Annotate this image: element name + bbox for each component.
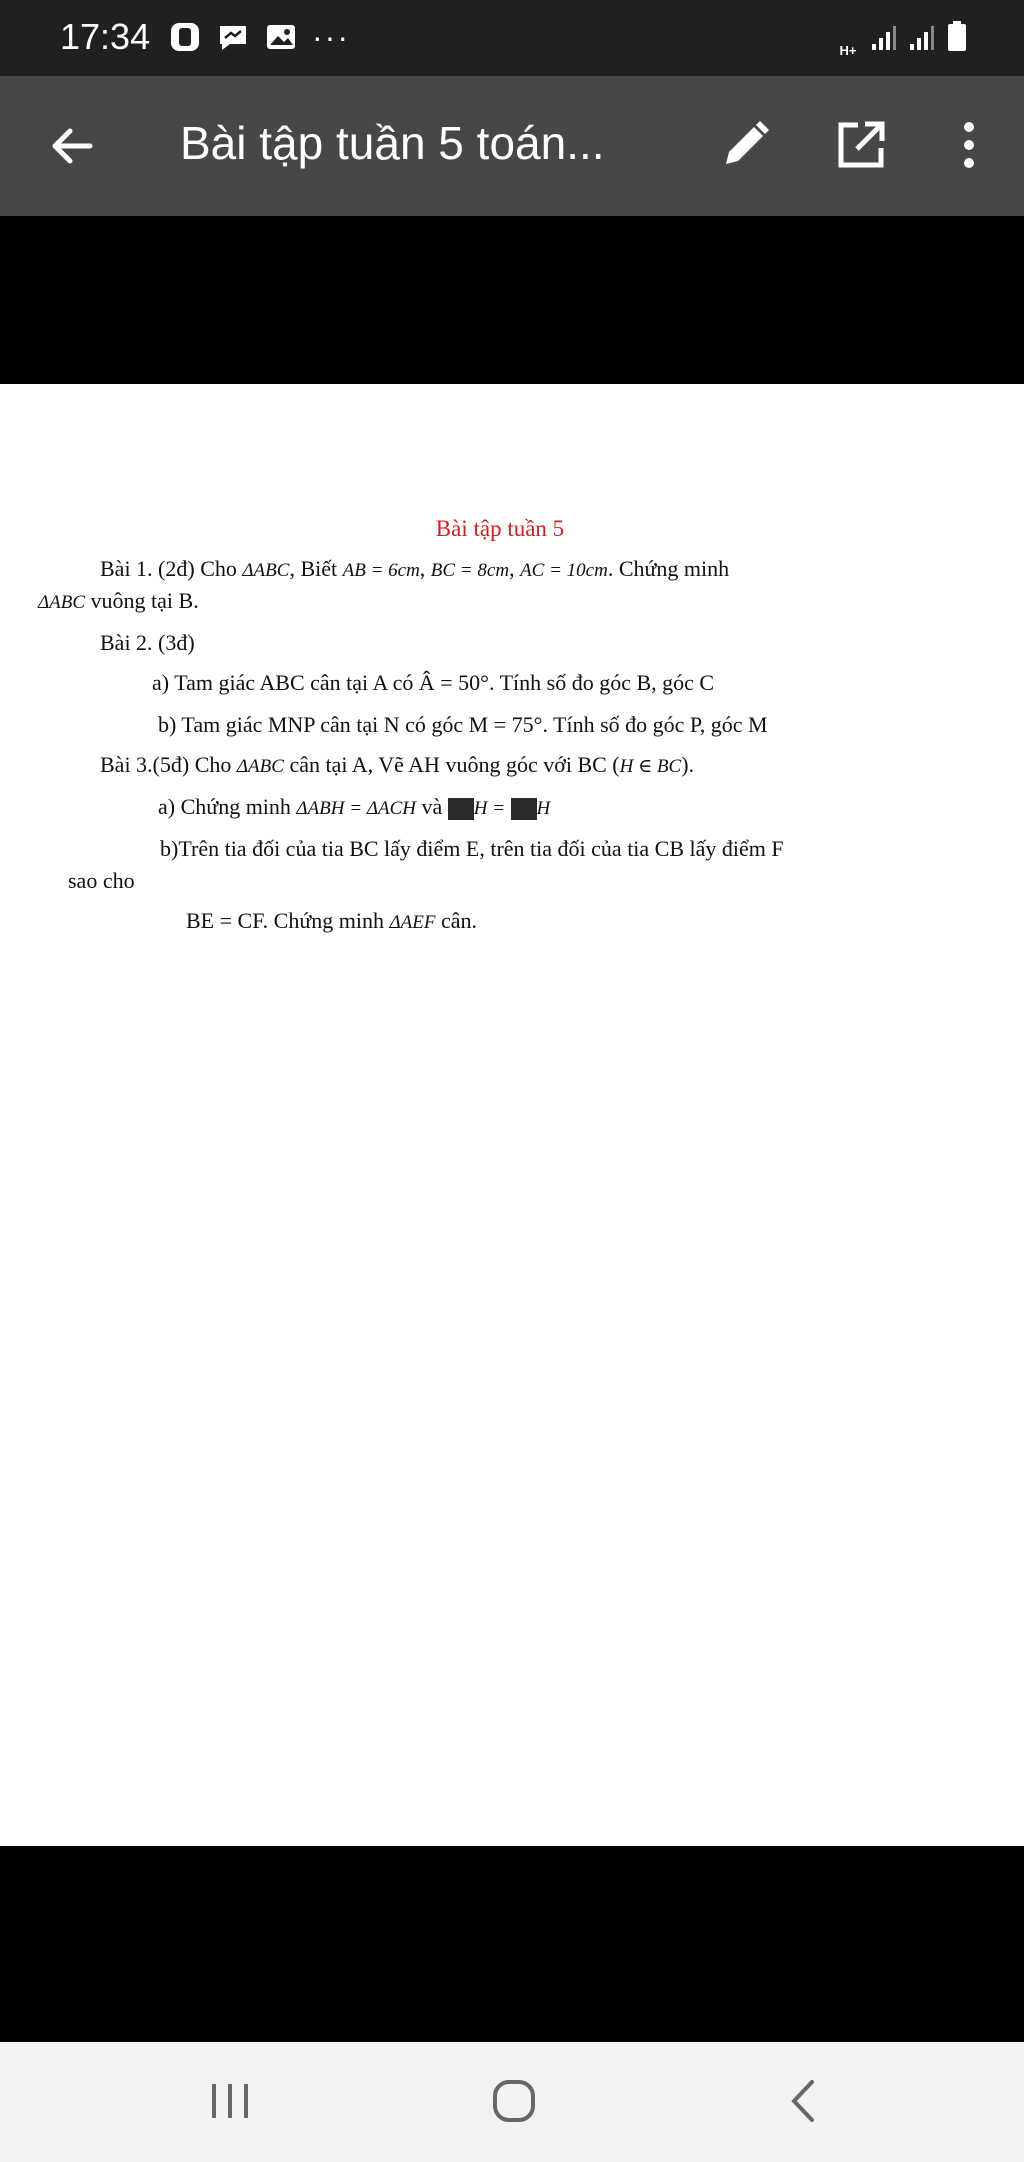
- edit-button[interactable]: [716, 116, 774, 174]
- bai2-a-text-2: . Tính số đo góc B, góc C: [488, 670, 715, 695]
- bai2-label: Bài 2. (3đ): [100, 630, 195, 655]
- bai1-math-bc: BC = 8cm: [430, 560, 510, 581]
- signal-icon: [870, 24, 898, 57]
- bai2-a-text: a) Tam giác ABC cân tại A có: [152, 670, 414, 695]
- signal-icon-2: [908, 24, 936, 57]
- bai3-line: [100, 752, 694, 778]
- bai1-label: Bài 1. (2đ) Cho: [100, 556, 237, 581]
- recent-apps-button[interactable]: [190, 2070, 270, 2134]
- open-in-new-icon: [832, 116, 890, 174]
- garbled-symbol-icon-2: [511, 798, 537, 820]
- home-button[interactable]: [474, 2070, 554, 2134]
- arrow-left-icon: [44, 118, 100, 174]
- more-options-button[interactable]: [952, 116, 986, 174]
- bai3-math-h-in-bc: H ∈ BC: [619, 756, 682, 777]
- bai3-part-a: [158, 794, 550, 820]
- bai3-text-end: ).: [681, 752, 695, 777]
- status-notifications: [168, 20, 350, 54]
- bai3-b-text-end: cân.: [440, 908, 478, 933]
- bai2-part-a: [152, 670, 714, 696]
- document-title: Bài tập tuần 5 toán...: [180, 117, 605, 169]
- home-icon: [474, 2070, 554, 2134]
- bai1-line-2: [38, 588, 199, 614]
- bai3-part-b-line-1: b)Trên tia đối của tia BC lấy điểm E, trên tia đối của tia CB lấy điểm F: [160, 836, 784, 861]
- bai1-text-biet: , Biết: [289, 556, 338, 581]
- bai3-part-b-line-3: [186, 908, 477, 934]
- bai2-b-text: b) Tam giác MNP cân tại N có góc: [158, 712, 464, 737]
- status-system-icons: [836, 20, 968, 57]
- bai1-math-triangle: ΔABC: [242, 560, 290, 581]
- bai2-part-b: [158, 712, 768, 738]
- open-external-button[interactable]: [832, 116, 890, 174]
- network-type-label: H+: [839, 43, 857, 58]
- bai3-label: Bài 3.(5đ) Cho: [100, 752, 232, 777]
- bai3-a-va: và: [421, 794, 443, 819]
- status-bar: [0, 0, 1024, 76]
- recent-apps-icon: [190, 2070, 270, 2134]
- chevron-left-icon: [762, 2070, 842, 2134]
- bai1-line-1: Bài 1. (2đ) Cho ΔABC, Biết AB = 6cm, BC = 8cm, AC = 10cm. Chứng minh: [100, 556, 730, 581]
- back-button[interactable]: [44, 118, 100, 174]
- bai1-math-ac: AC = 10cm: [520, 560, 608, 581]
- notification-icon: [168, 20, 202, 54]
- app-bar: [0, 76, 1024, 216]
- bai2-b-math: M = 75°: [468, 712, 543, 737]
- bai3-part-b-line-2: sao cho: [68, 868, 135, 893]
- status-more-icon: ···: [312, 19, 350, 55]
- garbled-symbol-icon: [448, 798, 474, 820]
- messenger-icon: [216, 20, 250, 54]
- back-nav-button[interactable]: [762, 2070, 842, 2134]
- bai3-b-math: ΔAEF: [389, 912, 436, 933]
- bai3-a-text: a) Chứng minh: [158, 794, 291, 819]
- bai3-a-angle-2: H: [536, 798, 551, 819]
- bai1-math-ab: AB = 6cm: [342, 560, 420, 581]
- page-title: Bài tập tuần 5: [435, 516, 565, 541]
- battery-icon: [946, 20, 968, 57]
- bai1-text-vuong: vuông tại B.: [90, 588, 199, 613]
- gallery-icon: [264, 20, 298, 54]
- status-time: 17:34: [60, 16, 151, 57]
- bai3-b-text: BE = CF. Chứng minh: [186, 908, 384, 933]
- pencil-icon: [716, 116, 774, 174]
- bai2-a-math: Â = 50°: [418, 670, 489, 695]
- bai2-b-text-2: . Tính số đo góc P, góc M: [542, 712, 768, 737]
- bai3-a-math: ΔABH = ΔACH: [296, 798, 416, 819]
- bai3-math-triangle: ΔABC: [236, 756, 284, 777]
- bai1-text-chung-minh: . Chứng minh: [607, 556, 730, 581]
- more-vert-icon: [952, 116, 986, 174]
- document-page[interactable]: [0, 384, 1024, 1846]
- navigation-bar: [0, 2042, 1024, 2162]
- bai1-math-triangle-2: ΔABC: [38, 592, 86, 613]
- bai3-a-angle-1: H =: [473, 798, 506, 819]
- bai3-text: cân tại A, Vẽ AH vuông góc với BC (: [289, 752, 620, 777]
